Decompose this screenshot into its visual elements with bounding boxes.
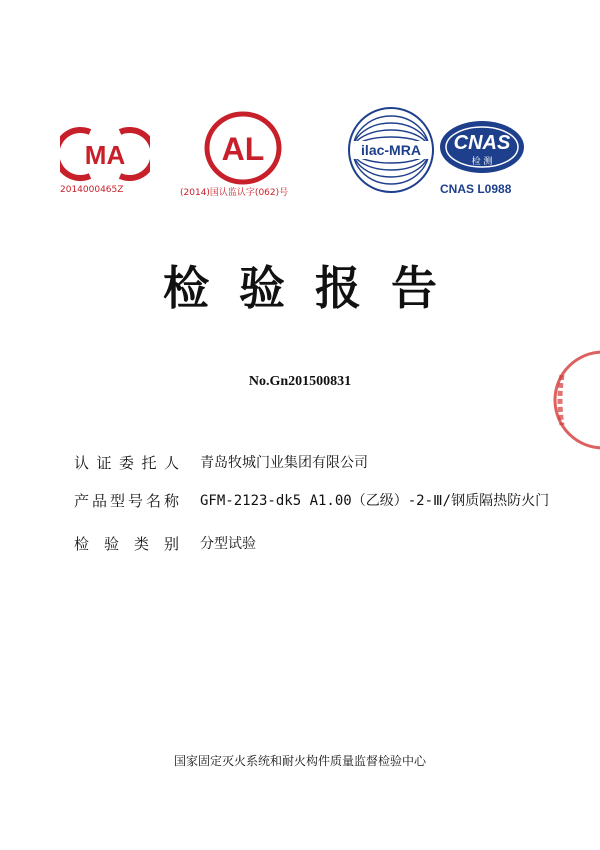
field-label: 认证委托人	[74, 454, 179, 472]
field-value: GFM-2123-dk5 A1.00（乙级）-2-Ⅲ/钢质隔热防火门	[200, 493, 550, 509]
cnas-sub-text: 检 测	[471, 157, 493, 167]
field-value: 分型试验	[200, 536, 256, 552]
cal-number: (2014)国认监认字(062)号	[180, 188, 289, 198]
cma-logo-icon	[60, 124, 150, 184]
cma-mark-text: MA	[84, 140, 126, 170]
cal-mark-text: AL	[221, 131, 265, 167]
cnas-number: CNAS L0988	[440, 182, 512, 196]
seal-stamp-icon	[548, 345, 600, 455]
cal-logo-icon	[200, 108, 286, 188]
cnas-mark-text: CNAS	[453, 132, 511, 154]
cnas-logo-icon	[436, 117, 528, 179]
ilac-mra-logo-icon	[345, 104, 437, 196]
field-label: 产品型号名称	[74, 492, 179, 510]
ilac-mark-text: ilac-MRA	[361, 142, 421, 158]
issuing-organization: 国家固定灭火系统和耐火构件质量监督检验中心	[173, 754, 426, 768]
field-label: 检验类别	[74, 535, 179, 553]
cma-number: 2014000465Z	[60, 185, 124, 195]
report-title: 检验报告	[163, 261, 467, 315]
report-number: No.Gn201500831	[248, 374, 352, 389]
field-value: 青岛牧城门业集团有限公司	[200, 455, 368, 471]
